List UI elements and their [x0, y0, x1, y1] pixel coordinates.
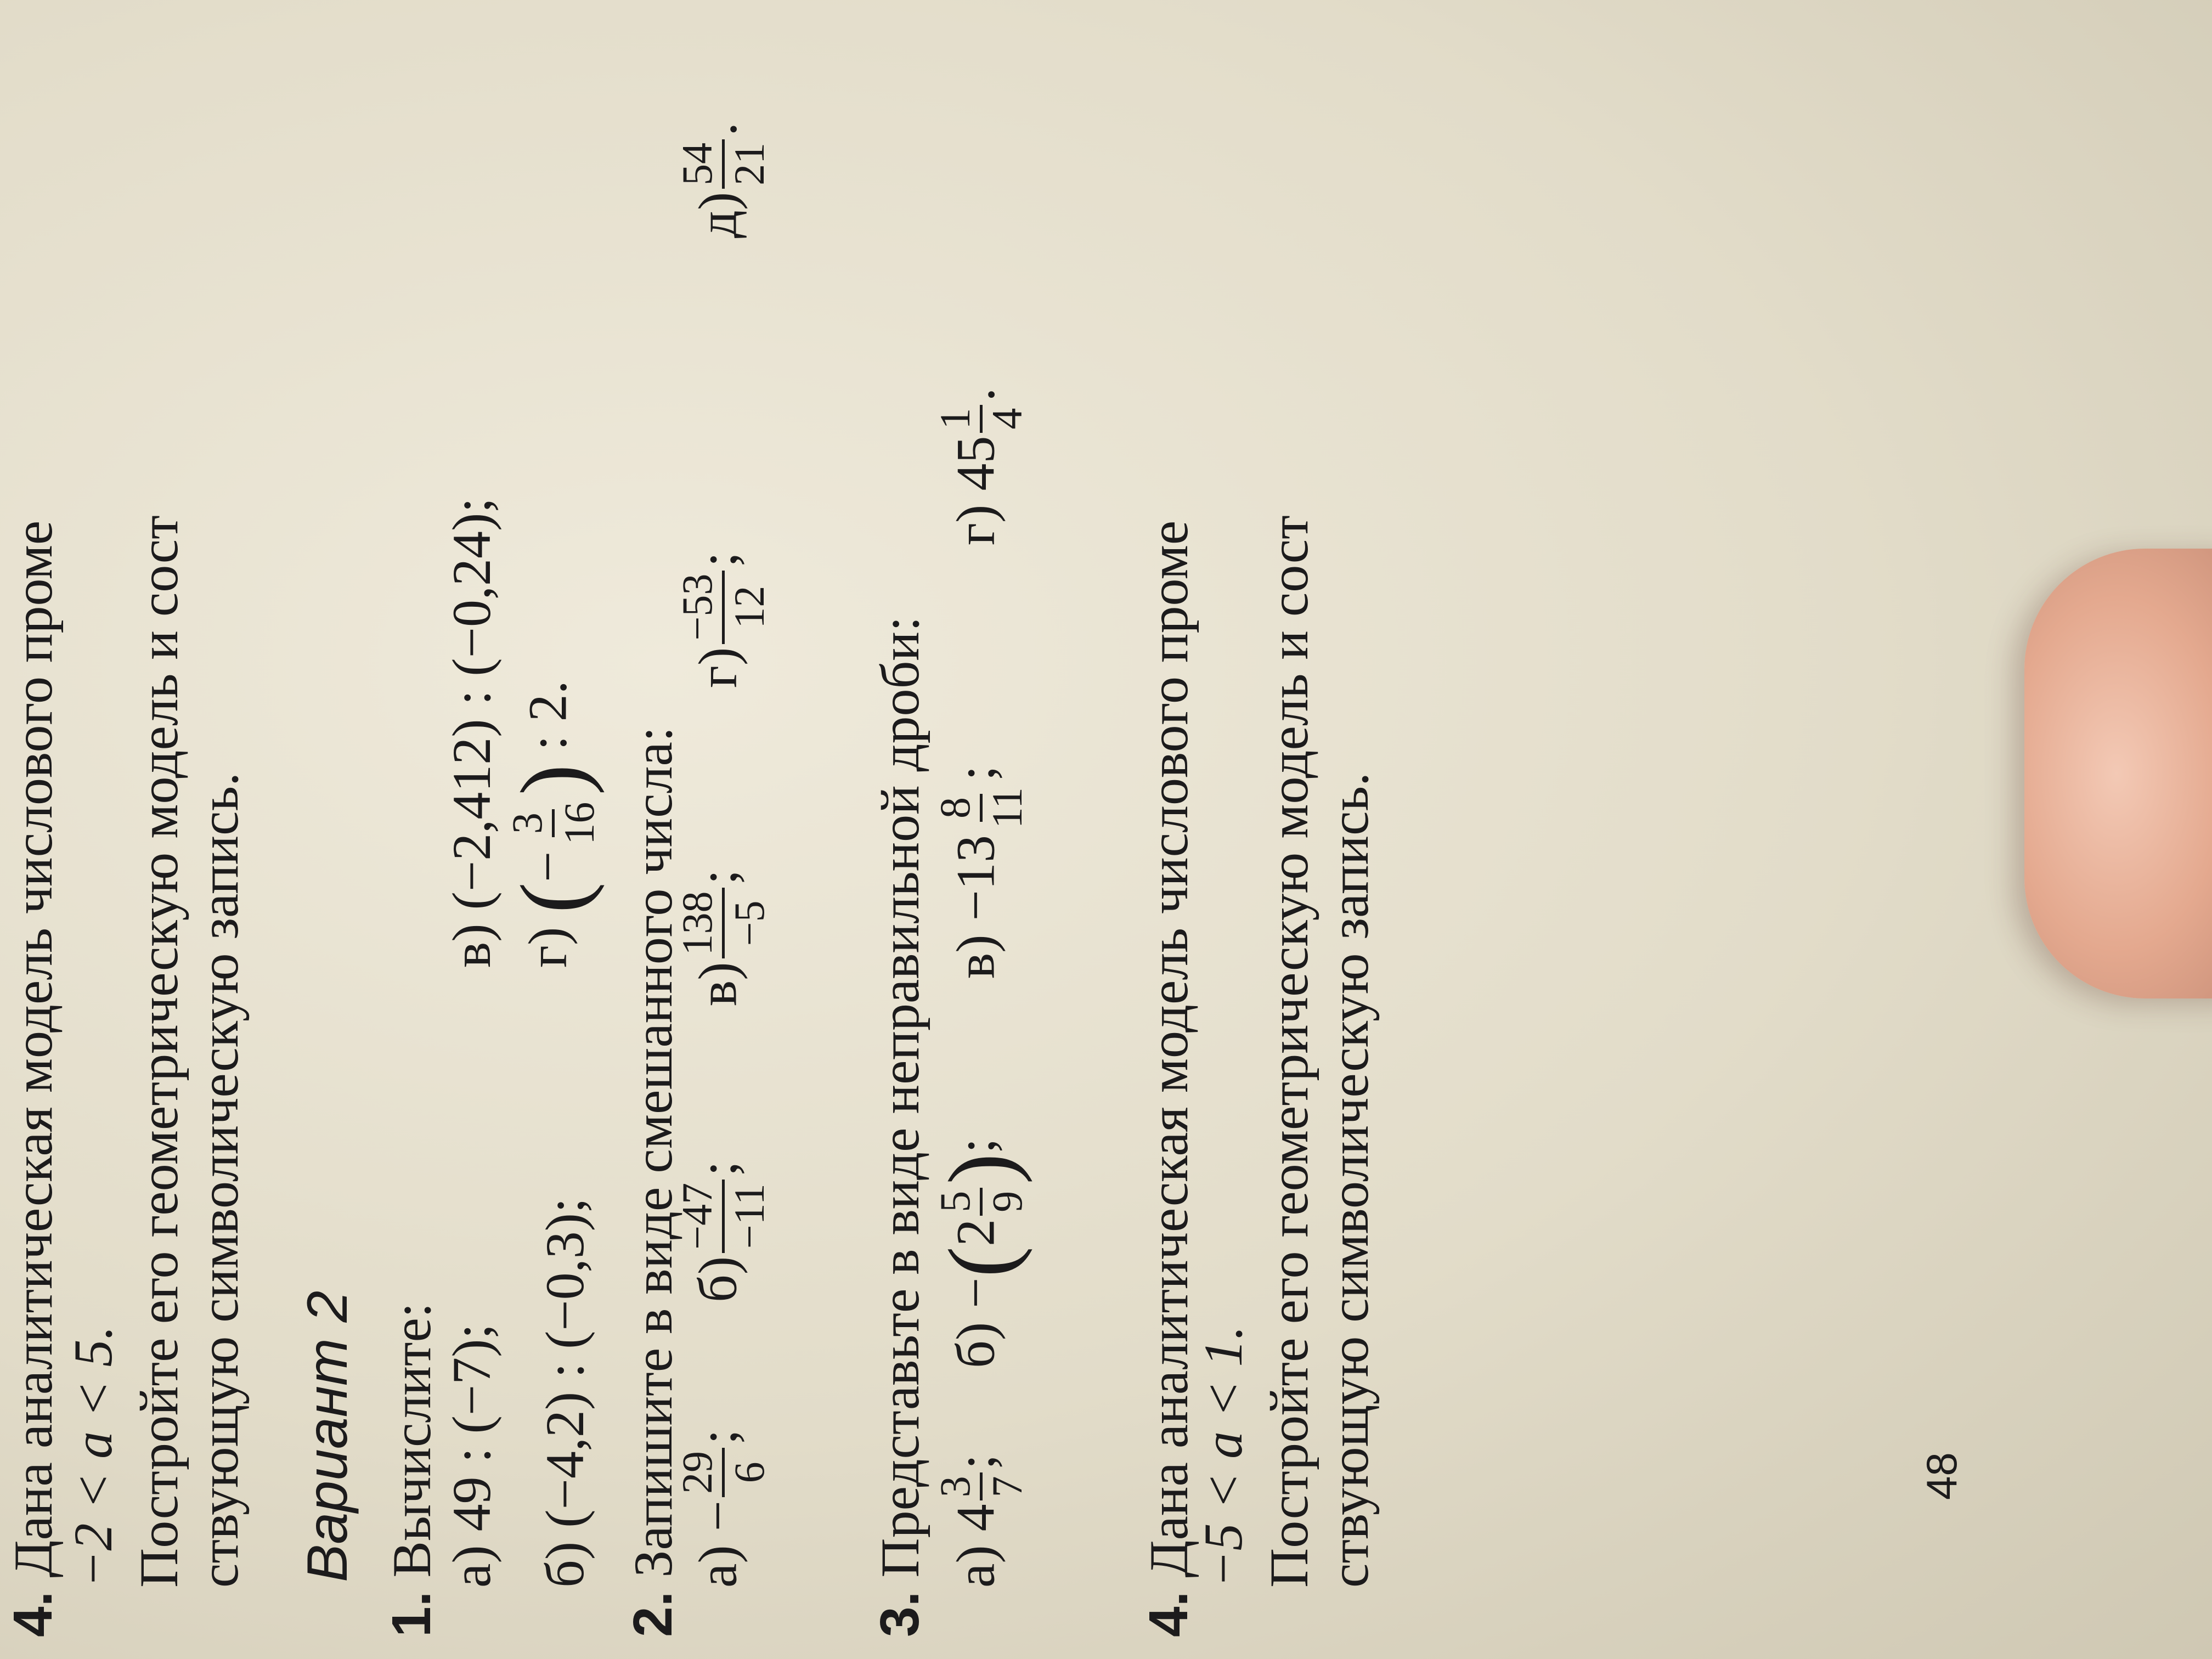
task-1-b: б) (−4,2) : (−0,3);: [534, 1198, 595, 1588]
separator: ;: [687, 869, 748, 885]
task-1-row-1: [441, 497, 502, 1588]
item-label: в) −13: [945, 835, 1006, 979]
fraction: [675, 571, 772, 644]
fraction-denominator: 21: [725, 142, 773, 185]
fraction: [675, 139, 772, 189]
fraction: [933, 1188, 1030, 1216]
task-4-number: 4.: [1138, 1591, 1199, 1637]
item-label: а) 4: [945, 1504, 1006, 1588]
task-3-number: 3.: [869, 1591, 930, 1637]
task-4-line-1: [1138, 520, 1199, 1637]
item-label: б): [687, 1256, 748, 1302]
task-2-b: [675, 1161, 772, 1302]
fraction-denominator: 6: [725, 1462, 773, 1483]
task-4-line-4: ствующую символическую запись.: [1319, 772, 1380, 1588]
task-1-a: а) 49 : (−7);: [441, 1323, 502, 1588]
whole-part: 2: [945, 1218, 1006, 1246]
task-2-title: Запишите в виде смешанного числа:: [623, 726, 684, 1578]
fraction: [675, 888, 772, 958]
fraction-denominator: 4: [983, 408, 1031, 430]
task-2-d: [675, 122, 772, 238]
top-task-line-1: [2, 520, 64, 1637]
fraction: [933, 1472, 1030, 1500]
fraction-numerator: −53: [675, 571, 725, 644]
fraction-numerator: 1: [933, 405, 983, 433]
task-3-v: [933, 765, 1030, 979]
task-1-v: в) (−2,412) : (−0,24);: [441, 497, 502, 968]
task-3-g: [933, 388, 1030, 545]
fraction-numerator: 3: [933, 1472, 983, 1500]
fraction-denominator: 7: [983, 1476, 1031, 1498]
top-task-line-3: Постройте его геометрическую модель и сост: [128, 515, 189, 1588]
separator: ;: [687, 551, 748, 567]
fraction-numerator: 29: [675, 1448, 725, 1497]
variant-heading: Вариант 2: [296, 1290, 359, 1582]
separator: .: [687, 122, 748, 136]
task-3-title: Представьте в виде неправильной дроби:: [870, 616, 930, 1578]
fraction: [933, 784, 1030, 832]
task-3-a: [933, 1454, 1030, 1588]
task-1-row-2: [501, 680, 605, 1588]
page-number: 48: [1917, 1452, 1966, 1500]
task-1-g-tail: : 2.: [517, 680, 578, 751]
item-label: г) 45: [945, 436, 1006, 545]
separator: ;: [687, 1429, 748, 1444]
item-label: в): [687, 962, 748, 1006]
fraction-denominator: 12: [725, 585, 773, 629]
top-task-line-4: ствующую символическую запись.: [189, 772, 250, 1588]
task-1-g: [501, 680, 605, 968]
task-2-g: [675, 552, 772, 688]
fraction-denominator: 11: [983, 787, 1031, 829]
task-1-number: 1.: [381, 1591, 442, 1637]
separator: ;: [945, 765, 1006, 781]
fraction: [675, 1448, 772, 1497]
fraction-numerator: 5: [933, 1188, 983, 1216]
task-3-b: [929, 1138, 1033, 1368]
task-4-line-2: −5 < a < 1.: [1193, 1325, 1254, 1588]
separator: .: [945, 387, 1006, 402]
right-paren: ): [501, 764, 605, 795]
fraction: [675, 1180, 772, 1253]
task-4-line-3: Постройте его геометрическую модель и сост: [1259, 515, 1319, 1588]
task-2-v: [675, 870, 772, 1006]
task-1-title-line: [381, 1302, 442, 1637]
item-label: б) −: [945, 1277, 1006, 1368]
item-label: д): [687, 191, 748, 238]
item-label: а) −: [687, 1500, 748, 1588]
separator: ;: [687, 1161, 748, 1176]
fraction-denominator: 9: [983, 1190, 1031, 1212]
separator: ;: [945, 1454, 1006, 1470]
task-1-g-fraction: [505, 799, 602, 848]
fraction: [933, 405, 1030, 433]
fraction-numerator: 138: [675, 888, 725, 958]
fraction-denominator: −11: [725, 1183, 773, 1249]
task-2-title-line: [622, 726, 684, 1637]
fraction-numerator: −47: [675, 1180, 725, 1253]
fraction-numerator: 3: [505, 809, 555, 837]
task-1-g-label: г): [517, 927, 578, 968]
top-task-text-1: Дана аналитическая модель числового проме: [3, 520, 64, 1578]
right-paren: ): [929, 1153, 1033, 1184]
minus-sign: −: [517, 851, 578, 883]
top-task-line-2: −2 < a < 5.: [63, 1325, 123, 1588]
fraction-denominator: 16: [555, 802, 603, 845]
task-1-title: Вычислите:: [381, 1302, 442, 1578]
left-paren: (: [501, 882, 605, 913]
task-3-title-line: [869, 616, 930, 1637]
separator: ;: [945, 1138, 1006, 1154]
task-2-a: [675, 1429, 772, 1588]
fraction-numerator: 8: [933, 794, 983, 822]
item-label: г): [687, 647, 748, 688]
task-4-text-1: Дана аналитическая модель числового проме: [1138, 520, 1199, 1578]
fraction-denominator: −5: [725, 900, 773, 946]
left-paren: (: [929, 1246, 1033, 1278]
task-2-number: 2.: [622, 1591, 684, 1637]
fraction-numerator: 54: [675, 139, 725, 189]
top-task-number: 4.: [2, 1591, 64, 1637]
